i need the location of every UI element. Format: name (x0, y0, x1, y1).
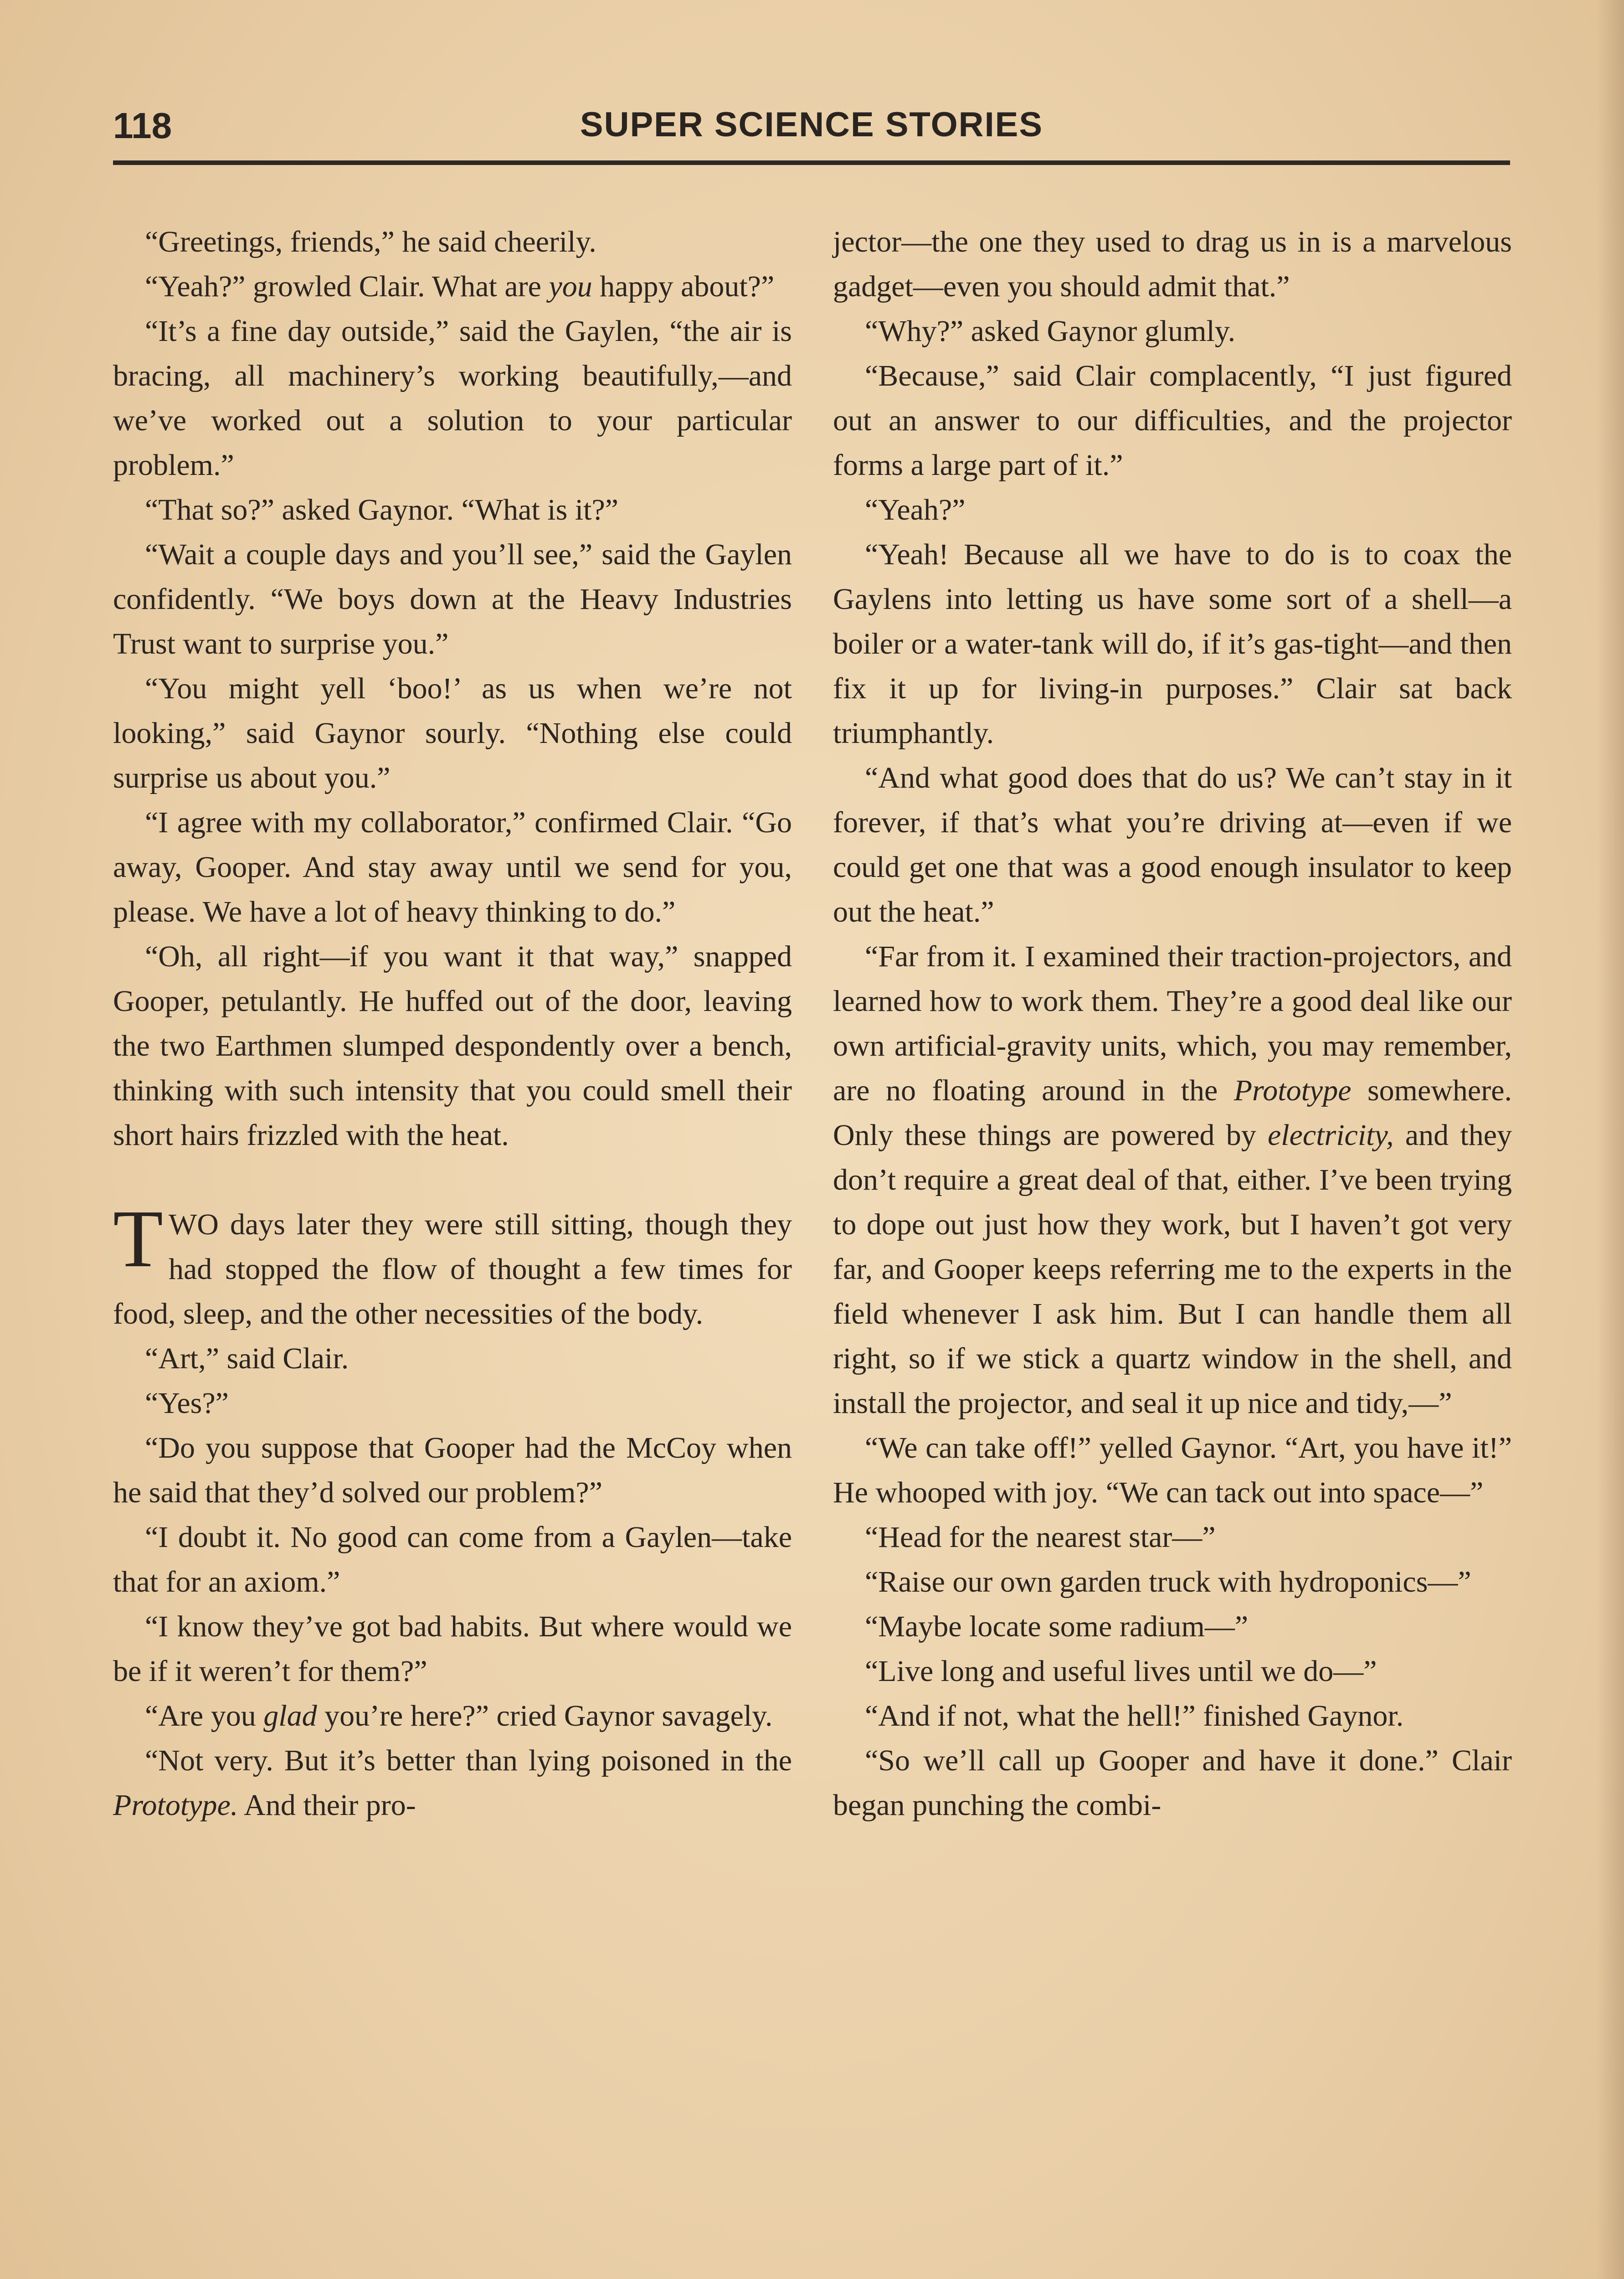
paragraph: “Oh, all right—if you want it that way,” snapped Gooper, petulantly. He huffed out of the door, leaving the two Earthmen slumped despondently over a bench, thinking with such intensity that you could smell their short hairs frizzled with the heat. (113, 940, 792, 1152)
italic-text: Prototype (1233, 1074, 1352, 1107)
italic-text: glad (263, 1699, 317, 1732)
text-run: you’re here?” cried Gaynor savagely. (317, 1699, 773, 1732)
paragraph: “And if not, what the hell!” finished Gaynor. (865, 1699, 1404, 1732)
text-run: happy about?” (592, 270, 775, 303)
section-opening-paragraph (113, 1193, 792, 1336)
italic-text: you (549, 270, 592, 303)
paragraph: “I know they’ve got bad habits. But where would we be if it weren’t for them?” (113, 1610, 792, 1688)
header-rule (113, 160, 1510, 165)
paragraph: “That so?” asked Gaynor. “What is it?” (145, 493, 619, 526)
page-number: 118 (113, 105, 172, 146)
text-run: and they don’t require a great deal of that, either. I’ve been trying to dope out just how they work, but I haven’t got very far, and Gooper keeps referring me to the experts in the field whenever I ask him. But I can handle them all right, so if we stick a quartz window in the shell, and install the projector, and seal it up nice and tidy,—” (833, 1119, 1512, 1420)
page-edge-shadow (1597, 0, 1624, 2279)
paragraph: “Wait a couple days and you’ll see,” said the Gaylen confidently. “We boys down at the Heavy Industries Trust want to surprise you.” (113, 538, 792, 660)
continued-paragraph: jector—the one they used to drag us in is a marvelous gadget—even you should admit that.” (833, 225, 1512, 303)
paragraph: “I agree with my collaborator,” confirmed Clair. “Go away, Gooper. And stay away until we send for you, please. We have a lot of heavy thinking to do.” (113, 806, 792, 928)
italic-text: electricity, (1267, 1119, 1394, 1152)
paragraph: “Why?” asked Gaynor glumly. (865, 315, 1236, 348)
paragraph (833, 934, 1512, 1426)
paragraph: “Yes?” (145, 1387, 229, 1420)
paragraph: “Maybe locate some radium—” (865, 1610, 1249, 1643)
right-column (833, 220, 1512, 1828)
left-column (113, 220, 792, 1828)
paragraph: “Head for the nearest star—” (865, 1521, 1216, 1554)
paragraph: “So we’ll call up Gooper and have it done.” Clair began punching the combi- (833, 1744, 1512, 1822)
paragraph: “And what good does that do us? We can’t stay in it forever, if that’s what you’re driving at—even if we could get one that was a good enough insulator to keep out the heat.” (833, 761, 1512, 928)
text-run: days later they were still sitting, though they had stopped the flow of thought a few times for food, sleep, and the other necessities of the body. (113, 1208, 792, 1330)
paragraph: “Yeah?” (865, 493, 966, 526)
italic-text: Prototype. (113, 1789, 238, 1822)
paragraph (113, 1694, 792, 1738)
text-run: And their pro- (238, 1789, 416, 1822)
paragraph: “We can take off!” yelled Gaynor. “Art, you have it!” He whooped with joy. “We can tack out into space—” (833, 1431, 1512, 1509)
small-caps-text: WO (168, 1208, 219, 1241)
paragraph (113, 264, 792, 309)
text-run: “Far from it. I examined their traction-projectors, and learned how to work them. They’re a good deal like our own artificial-gravity units, which, you may remember, are no floating around in the (833, 940, 1512, 1107)
paragraph: “Raise our own garden truck with hydroponics—” (865, 1565, 1471, 1598)
paragraph: “Yeah! Because all we have to do is to coax the Gaylens into letting us have some sort of a shell—a boiler or a water-tank will do, if it’s gas-tight—and then fix it up for living-in purposes.” Clair sat back triumphantly. (833, 538, 1512, 750)
paragraph: “Art,” said Clair. (145, 1342, 349, 1375)
paragraph: “You might yell ‘boo!’ as us when we’re not looking,” said Gaynor sourly. “Nothing else could surprise us about you.” (113, 672, 792, 794)
paragraph: “Greetings, friends,” he said cheerily. (145, 225, 596, 258)
paragraph: “Do you suppose that Gooper had the McCoy when he said that they’d solved our problem?” (113, 1431, 792, 1509)
paragraph (113, 1738, 792, 1828)
page-header (113, 105, 1510, 164)
text-run: “Not very. But it’s better than lying poisoned in the (145, 1744, 792, 1777)
text-run: “Yeah?” growled Clair. What are (145, 270, 549, 303)
running-head: SUPER SCIENCE STORIES (580, 105, 1043, 144)
text-run: “Are you (145, 1699, 264, 1732)
paragraph: “It’s a fine day outside,” said the Gaylen, “the air is bracing, all machinery’s working beautifully,—and we’ve worked out a solution to your particular problem.” (113, 315, 792, 482)
paragraph: “Because,” said Clair complacently, “I just figured out an answer to our difficulties, and the projector forms a large part of it.” (833, 359, 1512, 482)
drop-cap: T (113, 1193, 163, 1284)
paragraph: “Live long and useful lives until we do—” (865, 1655, 1377, 1688)
paragraph: “I doubt it. No good can come from a Gaylen—take that for an axiom.” (113, 1521, 792, 1598)
text-run: somewhere. Only these things are powered by (833, 1074, 1512, 1152)
